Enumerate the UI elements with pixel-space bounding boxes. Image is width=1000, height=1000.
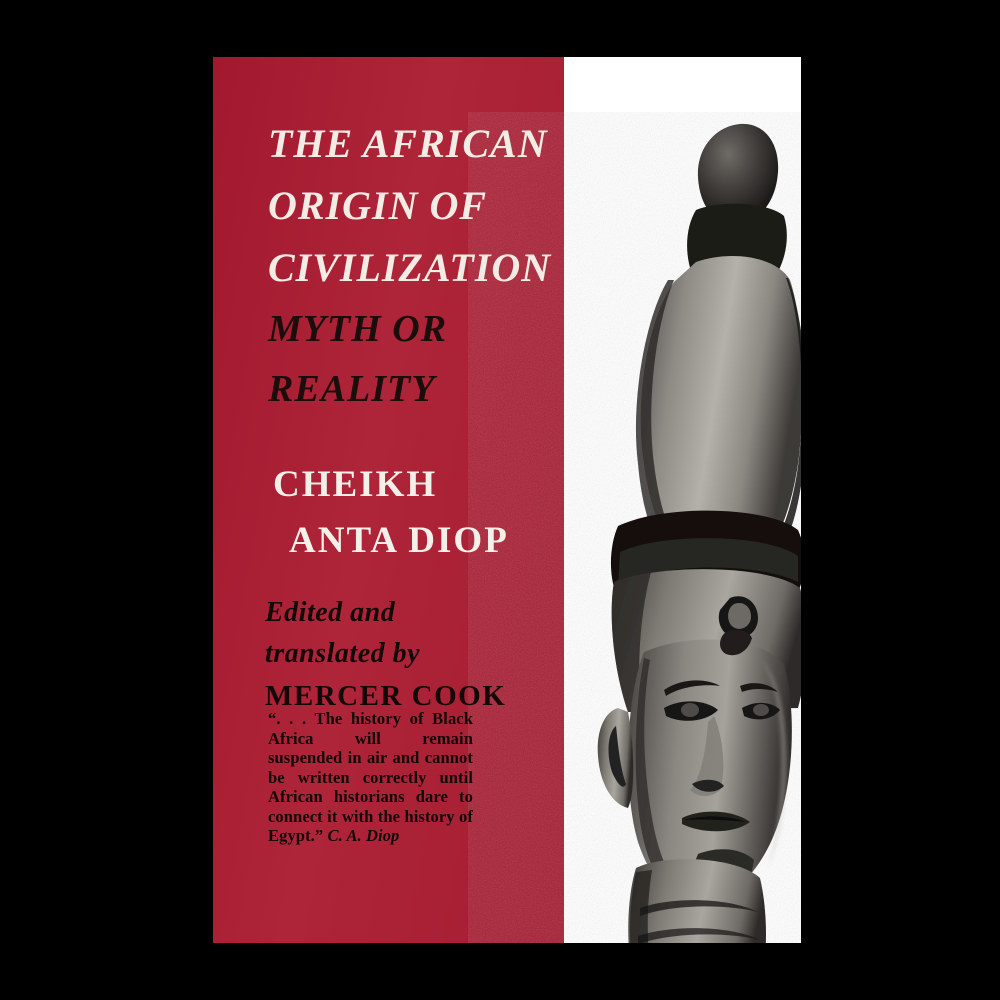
cover-editor-block — [265, 592, 565, 717]
editor-name: MERCER COOK — [265, 680, 507, 712]
cover-author-block — [273, 457, 573, 569]
title-line-2: ORIGIN OF — [268, 183, 488, 228]
subtitle-line-1: MYTH OR — [268, 308, 448, 350]
subtitle-line-2: REALITY — [268, 368, 436, 410]
cover-photo-area — [564, 57, 801, 943]
editor-credit-line-1: Edited and — [265, 597, 396, 628]
author-line-2: ANTA DIOP — [289, 520, 509, 561]
book-cover — [213, 57, 801, 943]
editor-credit-line-2: translated by — [265, 638, 421, 669]
cover-title-block — [268, 113, 558, 419]
author-line-1: CHEIKH — [273, 464, 438, 505]
cover-blurb-block — [268, 709, 473, 846]
blurb-attribution: C. A. Diop — [327, 826, 400, 845]
blurb-quote: “. . . The history of Black Africa will remain suspended in air and cannot be written correctly until African historians dare to connect it with the history of Egypt.” — [268, 709, 473, 845]
title-line-3: CIVILIZATION — [268, 245, 552, 290]
title-line-1: THE AFRICAN — [268, 121, 548, 166]
blurb-text — [268, 709, 473, 846]
